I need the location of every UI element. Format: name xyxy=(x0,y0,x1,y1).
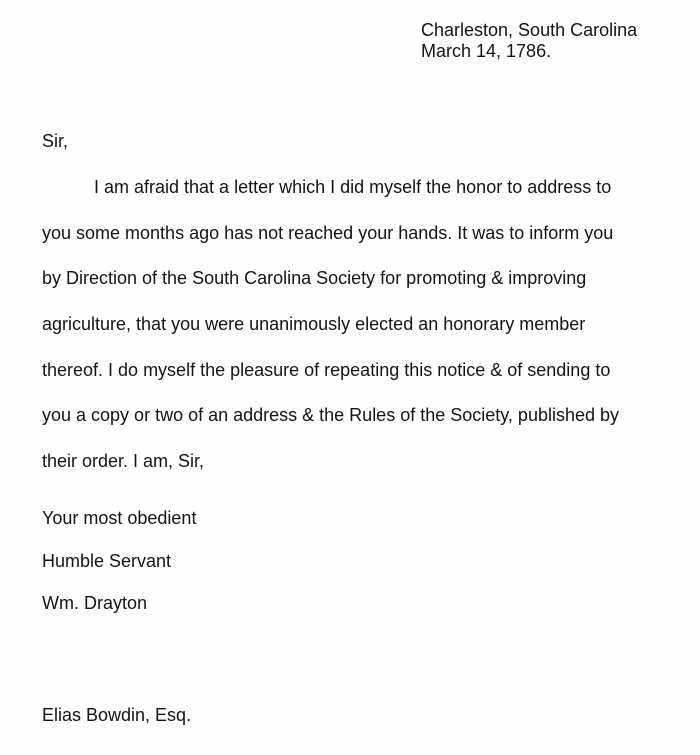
letter-date: March 14, 1786. xyxy=(421,41,552,61)
body-line: agriculture, that you were unanimously elected an honorary member xyxy=(42,314,586,335)
letter-heading xyxy=(421,20,637,62)
addressee: Elias Bowdin, Esq. xyxy=(42,705,192,725)
salutation: Sir, xyxy=(42,131,69,151)
body-line: thereof. I do myself the pleasure of repeating this notice & of sending to xyxy=(42,359,611,380)
body-line: I am afraid that a letter which I did myself the honor to address to xyxy=(94,177,612,197)
body-line: you a copy or two of an address & the Rules of the Society, published by xyxy=(42,405,620,426)
letter-body xyxy=(42,176,672,496)
closing-line: Your most obedient xyxy=(42,508,197,528)
body-line: by Direction of the South Carolina Society for promoting & improving xyxy=(42,268,587,289)
closing-line: Humble Servant xyxy=(42,550,172,571)
body-line: their order. I am, Sir, xyxy=(42,451,205,472)
signature: Wm. Drayton xyxy=(42,593,148,613)
letter-place: Charleston, South Carolina xyxy=(421,20,638,40)
body-line: you some months ago has not reached your hands. It was to inform you xyxy=(42,222,614,243)
letter-closing xyxy=(42,507,196,635)
